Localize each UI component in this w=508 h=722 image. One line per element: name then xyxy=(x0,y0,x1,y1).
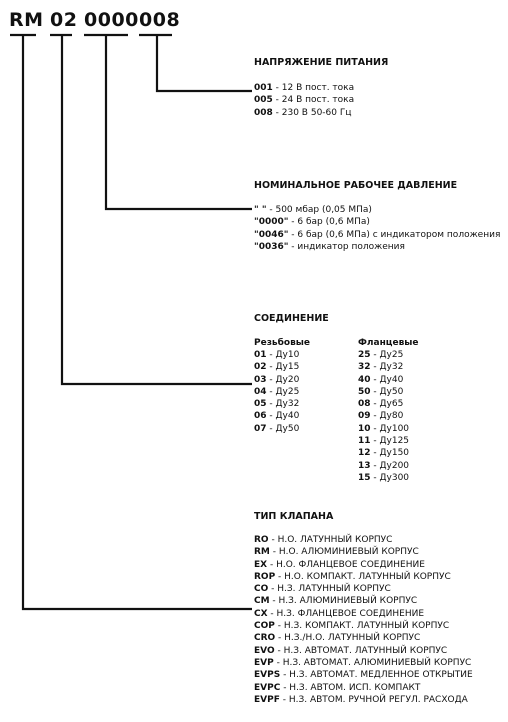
item-code: "0000" xyxy=(254,217,289,228)
list-item xyxy=(254,107,354,119)
item-desc: - Н.З. АВТОМАТ. АЛЮМИНИЕВЫЙ КОРПУС xyxy=(273,657,472,668)
list-item xyxy=(254,608,473,620)
list-item xyxy=(254,694,473,706)
list-item xyxy=(254,546,473,558)
item-desc: - Ду32 xyxy=(370,362,404,373)
list-item xyxy=(254,645,473,657)
code-pressure: 0000 xyxy=(84,9,139,31)
list-item xyxy=(358,410,409,422)
list-item xyxy=(254,571,473,583)
list-item xyxy=(254,595,473,607)
item-desc: - Ду10 xyxy=(266,350,300,360)
list-item xyxy=(254,620,473,632)
connection-title: СОЕДИНЕНИЕ xyxy=(254,313,329,324)
flanged-list xyxy=(358,349,409,484)
item-desc: - Н.З. ФЛАНЦЕВОЕ СОЕДИНЕНИЕ xyxy=(267,608,425,619)
item-code: EX xyxy=(254,559,268,570)
list-item xyxy=(358,447,409,459)
list-item xyxy=(358,374,409,386)
item-desc: - 6 бар (0,6 МПа) с индикатором положения xyxy=(288,229,501,240)
item-desc: - 500 мбар (0,05 МПа) xyxy=(266,205,372,215)
item-desc: - Ду100 xyxy=(370,423,410,434)
list-item xyxy=(254,94,354,106)
item-desc: - Ду25 xyxy=(370,350,404,360)
item-code: EVO xyxy=(254,645,275,656)
item-desc: - Н.З. АВТОМАТ. ЛАТУННЫЙ КОРПУС xyxy=(274,645,448,656)
item-desc: - Ду15 xyxy=(266,362,300,373)
list-item xyxy=(254,398,299,410)
list-item xyxy=(254,204,500,216)
item-code: " " xyxy=(254,205,267,215)
item-code: 15 xyxy=(358,472,371,483)
item-code: 09 xyxy=(358,411,371,422)
voltage-title: НАПРЯЖЕНИЕ ПИТАНИЯ xyxy=(254,57,389,68)
item-desc: - Ду50 xyxy=(266,423,300,434)
item-desc: - Ду300 xyxy=(370,472,410,483)
item-desc: - Н.З. АВТОМ. РУЧНОЙ РЕГУЛ. РАСХОДА xyxy=(279,694,468,705)
flanged-title: Фланцевые xyxy=(358,338,419,348)
list-item xyxy=(358,361,409,373)
item-code: CRO xyxy=(254,633,276,644)
list-item xyxy=(254,583,473,595)
list-item xyxy=(358,386,409,398)
item-desc: - Н.З. АЛЮМИНИЕВЫЙ КОРПУС xyxy=(269,596,418,607)
list-item xyxy=(254,559,473,571)
item-code: COP xyxy=(254,621,275,632)
item-desc: - Н.З. АВТОМАТ. МЕДЛЕННОЕ ОТКРЫТИЕ xyxy=(280,670,473,681)
item-desc: - Н.О. ЛАТУННЫЙ КОРПУС xyxy=(268,535,393,545)
item-code: 05 xyxy=(254,399,267,410)
item-desc: - Ду25 xyxy=(266,386,300,397)
item-desc: - Н.О. ФЛАНЦЕВОЕ СОЕДИНЕНИЕ xyxy=(267,559,425,570)
code-prefix: RM xyxy=(9,9,44,31)
item-code: 07 xyxy=(254,423,267,434)
item-code: 02 xyxy=(254,362,267,373)
list-item xyxy=(254,229,500,241)
threaded-title: Резьбовые xyxy=(254,338,311,348)
item-code: 11 xyxy=(358,436,371,447)
item-code: 04 xyxy=(254,386,267,397)
item-code: 005 xyxy=(254,95,273,106)
item-desc: - Ду40 xyxy=(370,374,404,385)
item-code: CO xyxy=(254,584,269,595)
code-voltage: 008 xyxy=(139,9,181,31)
voltage-list xyxy=(254,82,354,119)
threaded-list xyxy=(254,349,299,435)
list-item xyxy=(254,410,299,422)
list-item xyxy=(254,361,299,373)
list-item xyxy=(358,435,409,447)
item-code: 12 xyxy=(358,448,371,459)
leader-pressure xyxy=(106,35,252,209)
list-item xyxy=(254,349,299,361)
item-code: 10 xyxy=(358,423,371,434)
item-desc: - Н.З./Н.О. ЛАТУННЫЙ КОРПУС xyxy=(275,633,421,644)
item-desc: - Ду65 xyxy=(370,399,404,410)
item-desc: - Н.О. КОМПАКТ. ЛАТУННЫЙ КОРПУС xyxy=(275,571,451,582)
item-desc: - Ду40 xyxy=(266,411,300,422)
list-item xyxy=(254,423,299,435)
item-code: 32 xyxy=(358,362,371,373)
item-desc: - Ду20 xyxy=(266,374,300,385)
list-item xyxy=(254,216,500,228)
item-code: 06 xyxy=(254,411,267,422)
item-desc: - Ду80 xyxy=(370,411,404,422)
item-code: 13 xyxy=(358,460,371,471)
valve-type-list xyxy=(254,534,473,706)
item-desc: - 24 В пост. тока xyxy=(272,95,355,106)
item-code: 25 xyxy=(358,350,371,360)
item-desc: - Ду125 xyxy=(370,436,410,447)
item-code: EVP xyxy=(254,657,274,668)
item-code: 01 xyxy=(254,350,267,360)
item-desc: - Н.З. ЛАТУННЫЙ КОРПУС xyxy=(268,584,391,595)
item-desc: - 12 В пост. тока xyxy=(272,83,355,93)
list-item xyxy=(254,682,473,694)
item-desc: - Ду50 xyxy=(370,386,404,397)
item-code: RM xyxy=(254,547,270,558)
leader-valve-type xyxy=(23,35,252,609)
leader-voltage xyxy=(157,35,252,91)
item-code: CX xyxy=(254,608,268,619)
item-code: 50 xyxy=(358,386,371,397)
list-item xyxy=(254,82,354,94)
pressure-title: НОМИНАЛЬНОЕ РАБОЧЕЕ ДАВЛЕНИЕ xyxy=(254,180,458,191)
item-desc: - Н.З. АВТОМ. ИСП. КОМПАКТ xyxy=(280,682,421,693)
list-item xyxy=(358,349,409,361)
list-item xyxy=(254,534,473,546)
list-item xyxy=(254,632,473,644)
code-connection: 02 xyxy=(50,9,78,31)
item-code: 08 xyxy=(358,399,371,410)
list-item xyxy=(254,386,299,398)
item-code: RO xyxy=(254,535,269,545)
list-item xyxy=(254,657,473,669)
item-desc: - Ду150 xyxy=(370,448,410,459)
item-desc: - 230 В 50-60 Гц xyxy=(272,107,352,118)
list-item xyxy=(254,241,500,253)
item-code: 03 xyxy=(254,374,267,385)
item-desc: - Ду32 xyxy=(266,399,300,410)
pressure-list xyxy=(254,204,500,253)
list-item xyxy=(358,423,409,435)
item-code: ROP xyxy=(254,571,276,582)
item-desc: - Н.З. КОМПАКТ. ЛАТУННЫЙ КОРПУС xyxy=(274,621,450,632)
item-desc: - 6 бар (0,6 МПа) xyxy=(288,217,370,228)
item-desc: - Ду200 xyxy=(370,460,410,471)
item-code: "0036" xyxy=(254,241,289,252)
valve-type-title: ТИП КЛАПАНА xyxy=(254,511,334,522)
item-code: 008 xyxy=(254,107,273,118)
item-code: 40 xyxy=(358,374,371,385)
list-item xyxy=(254,669,473,681)
list-item xyxy=(254,374,299,386)
item-code: "0046" xyxy=(254,229,289,240)
list-item xyxy=(358,472,409,484)
list-item xyxy=(358,398,409,410)
item-code: EVPF xyxy=(254,694,280,705)
item-code: EVPS xyxy=(254,670,281,681)
item-desc: - Н.О. АЛЮМИНИЕВЫЙ КОРПУС xyxy=(269,547,419,558)
list-item xyxy=(358,460,409,472)
item-desc: - индикатор положения xyxy=(288,241,405,252)
item-code: CM xyxy=(254,596,270,607)
item-code: 001 xyxy=(254,83,273,93)
item-code: EVPC xyxy=(254,682,281,693)
